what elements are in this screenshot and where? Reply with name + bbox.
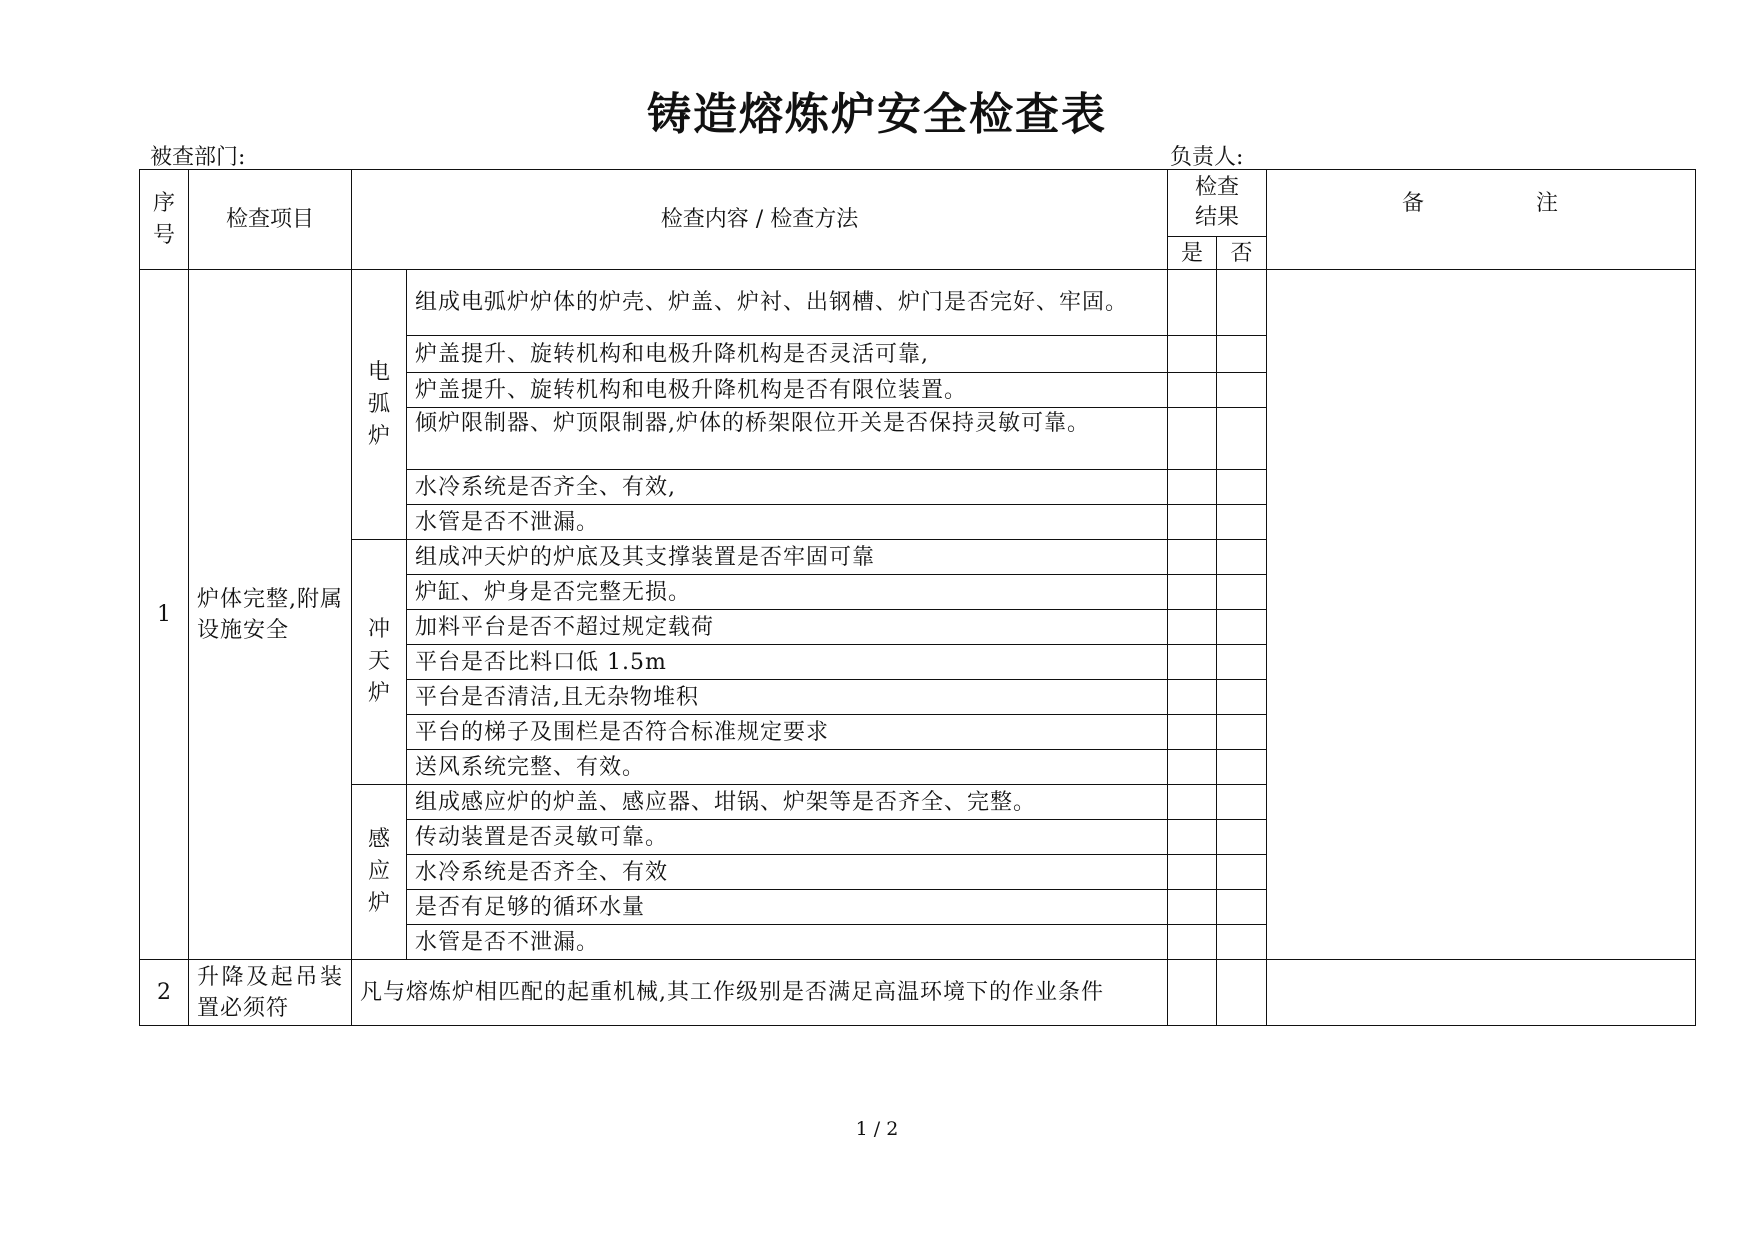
yes-cell[interactable] (1168, 575, 1217, 610)
remark-cell-1[interactable] (1267, 270, 1696, 960)
no-cell[interactable] (1217, 645, 1267, 680)
section-2-seq: 2 (140, 960, 189, 1026)
inspection-table (139, 169, 1696, 1026)
header-no: 否 (1217, 237, 1267, 270)
no-cell[interactable] (1217, 925, 1267, 960)
yes-cell[interactable] (1168, 750, 1217, 785)
check-row: 倾炉限制器、炉顶限制器,炉体的桥架限位开关是否保持灵敏可靠。 (407, 408, 1168, 470)
check-row: 平台是否清洁,且无杂物堆积 (407, 680, 1168, 715)
check-row: 组成冲天炉的炉底及其支撑装置是否牢固可靠 (407, 540, 1168, 575)
no-cell[interactable] (1217, 715, 1267, 750)
yes-cell[interactable] (1168, 855, 1217, 890)
section-2-content: 凡与熔炼炉相匹配的起重机械,其工作级别是否满足高温环境下的作业条件 (352, 960, 1168, 1026)
check-row: 水管是否不泄漏。 (407, 505, 1168, 540)
no-cell[interactable] (1217, 408, 1267, 470)
check-row: 炉盖提升、旋转机构和电极升降机构是否有限位装置。 (407, 373, 1168, 408)
section-1-item: 炉体完整,附属设施安全 (189, 270, 352, 960)
yes-cell[interactable] (1168, 680, 1217, 715)
yes-cell[interactable] (1168, 373, 1217, 408)
no-cell[interactable] (1217, 855, 1267, 890)
header-yes: 是 (1168, 237, 1217, 270)
check-row: 送风系统完整、有效。 (407, 750, 1168, 785)
check-row: 炉盖提升、旋转机构和电极升降机构是否灵活可靠, (407, 336, 1168, 373)
no-cell[interactable] (1217, 540, 1267, 575)
yes-cell[interactable] (1168, 925, 1217, 960)
check-row: 炉缸、炉身是否完整无损。 (407, 575, 1168, 610)
no-cell[interactable] (1217, 336, 1267, 373)
no-cell[interactable] (1217, 610, 1267, 645)
header-content: 检查内容 / 检查方法 (352, 170, 1168, 270)
check-row: 平台是否比料口低 1.5m (407, 645, 1168, 680)
yes-cell[interactable] (1168, 270, 1217, 336)
yes-cell[interactable] (1168, 645, 1217, 680)
no-cell[interactable] (1217, 680, 1267, 715)
yes-cell[interactable] (1168, 785, 1217, 820)
check-row: 组成电弧炉炉体的炉壳、炉盖、炉衬、出钢槽、炉门是否完好、牢固。 (407, 270, 1168, 336)
check-row: 组成感应炉的炉盖、感应器、坩锅、炉架等是否齐全、完整。 (407, 785, 1168, 820)
group-cupola-furnace: 冲天炉 (352, 540, 407, 785)
section-1-seq: 1 (140, 270, 189, 960)
no-cell[interactable] (1217, 820, 1267, 855)
group-induction-furnace: 感应炉 (352, 785, 407, 960)
header-result: 检查结果 (1168, 170, 1267, 237)
yes-cell[interactable] (1168, 715, 1217, 750)
check-row: 传动装置是否灵敏可靠。 (407, 820, 1168, 855)
header-remark: 备 注 (1267, 170, 1696, 270)
no-cell[interactable] (1217, 785, 1267, 820)
check-row: 平台的梯子及围栏是否符合标准规定要求 (407, 715, 1168, 750)
person-in-charge-label: 负责人: (1170, 145, 1244, 170)
check-row: 加料平台是否不超过规定载荷 (407, 610, 1168, 645)
inspected-department-label: 被查部门: (150, 145, 246, 170)
no-cell[interactable] (1217, 960, 1267, 1026)
no-cell[interactable] (1217, 270, 1267, 336)
group-electric-arc-furnace: 电弧炉 (352, 270, 407, 540)
check-row: 水冷系统是否齐全、有效, (407, 470, 1168, 505)
header-item: 检查项目 (189, 170, 352, 270)
no-cell[interactable] (1217, 575, 1267, 610)
yes-cell[interactable] (1168, 408, 1217, 470)
no-cell[interactable] (1217, 505, 1267, 540)
no-cell[interactable] (1217, 750, 1267, 785)
remark-cell-2[interactable] (1267, 960, 1696, 1026)
check-row: 水冷系统是否齐全、有效 (407, 855, 1168, 890)
page-number: 1 / 2 (855, 1118, 899, 1140)
yes-cell[interactable] (1168, 960, 1217, 1026)
yes-cell[interactable] (1168, 336, 1217, 373)
page-title: 铸造熔炼炉安全检查表 (647, 89, 1107, 140)
check-row: 是否有足够的循环水量 (407, 890, 1168, 925)
yes-cell[interactable] (1168, 890, 1217, 925)
no-cell[interactable] (1217, 373, 1267, 408)
yes-cell[interactable] (1168, 820, 1217, 855)
header-seq: 序号 (140, 170, 189, 270)
yes-cell[interactable] (1168, 540, 1217, 575)
no-cell[interactable] (1217, 470, 1267, 505)
no-cell[interactable] (1217, 890, 1267, 925)
yes-cell[interactable] (1168, 470, 1217, 505)
section-2-item: 升降及起吊装置必须符 (189, 960, 352, 1026)
yes-cell[interactable] (1168, 610, 1217, 645)
check-row: 水管是否不泄漏。 (407, 925, 1168, 960)
yes-cell[interactable] (1168, 505, 1217, 540)
